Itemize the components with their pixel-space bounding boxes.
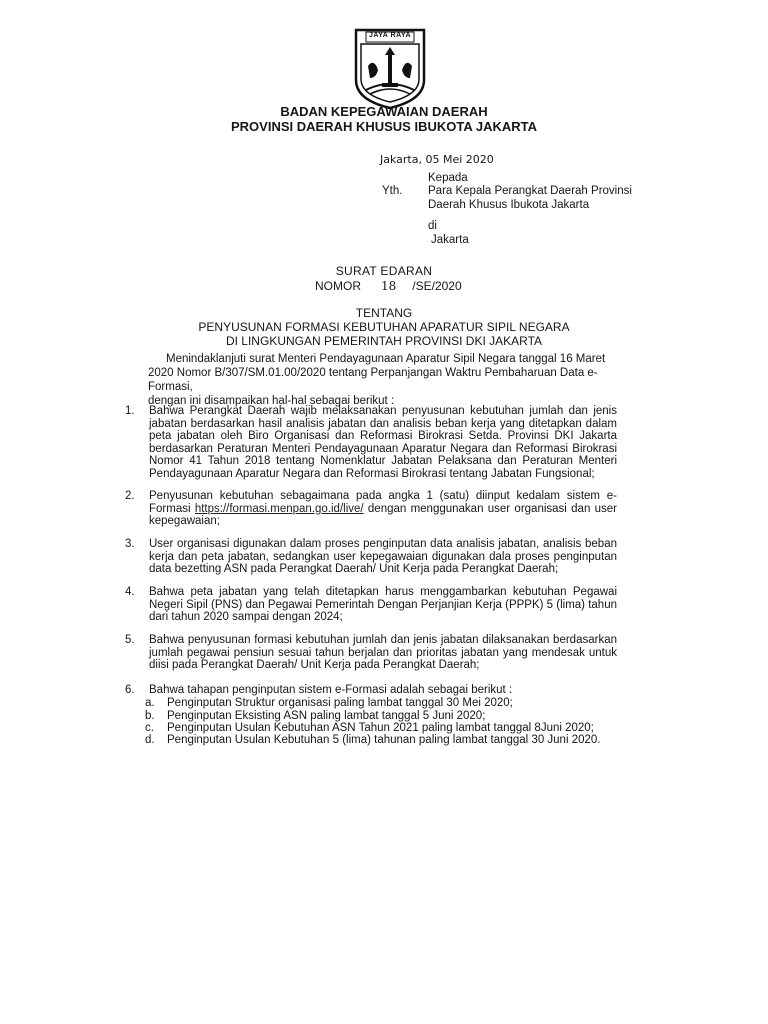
eformasi-link[interactable]: https://formasi.menpan.go.id/live/ <box>194 502 364 515</box>
list-item-number: 3. <box>125 538 135 550</box>
list-item-number: 1. <box>125 405 135 417</box>
recipient-line1: Para Kepala Perangkat Daerah Provinsi <box>428 185 632 197</box>
list-item-text: Bahwa penyusunan formasi kebutuhan jumlah dan jenis jabatan dilaksanakan berdasarkan jumlah pegawai pensiun sesuai tahun berjalan dan prioritas jabatan yang mendesak untuk diisi pada Perangkat Daerah/ Unit Kerja pada Perangkat Daerah; <box>149 634 617 671</box>
list-item-text <box>149 490 617 528</box>
nomor-value: 18 <box>381 279 397 293</box>
sub-item-letter: a. <box>145 697 155 709</box>
intro-line1: Menindaklanjuti surat Menteri Pendayagunaan Aparatur Sipil Negara tanggal 16 Maret <box>166 353 606 365</box>
crest-motto: JAYA RAYA <box>368 32 412 39</box>
list-item-text: Bahwa tahapan penginputan sistem e-Formasi adalah sebagai berikut : <box>149 684 513 696</box>
jakarta-crest-emblem <box>352 28 428 110</box>
list-item-text-after: dengan menggunakan user organisasi dan user kepegawaian; <box>149 502 618 527</box>
document-type: SURAT EDARAN <box>335 264 433 278</box>
crest-shield-icon <box>352 28 428 110</box>
sub-item-a <box>145 697 513 709</box>
org-name-line2: PROVINSI DAERAH KHUSUS IBUKOTA JAKARTA <box>231 119 537 134</box>
nomor-label: NOMOR <box>315 279 361 293</box>
sub-item-d <box>145 734 600 746</box>
nomor-suffix: /SE/2020 <box>412 279 462 293</box>
sub-item-text: Penginputan Usulan Kebutuhan ASN Tahun 2021 paling lambat tanggal 8Juni 2020; <box>167 722 594 734</box>
sub-item-c <box>145 722 594 734</box>
sub-item-text: Penginputan Struktur organisasi paling lambat tanggal 30 Mei 2020; <box>167 697 513 709</box>
recipient-salutation: Yth. <box>382 185 403 197</box>
intro-paragraph <box>148 352 618 408</box>
recipient-line2: Daerah Khusus Ibukota Jakarta <box>428 199 590 211</box>
list-item-text: Bahwa peta jabatan yang telah ditetapkan harus menggambarkan kebutuhan Pegawai Negeri Sipil (PNS) dan Pegawai Pemerintah Dengan Perjanjian Kerja (PPPK) 5 (lima) tahun dari tahun 2020 sampai dengan 2024; <box>149 586 617 623</box>
letter-date: Jakarta, 05 Mei 2020 <box>380 153 494 166</box>
org-name-line1: BADAN KEPEGAWAIAN DAERAH <box>280 104 488 119</box>
sub-item-text: Penginputan Usulan Kebutuhan 5 (lima) tahunan paling lambat tanggal 30 Juni 2020. <box>167 734 601 746</box>
recipient-heading: Kepada <box>428 172 468 184</box>
sub-item-b <box>145 710 485 722</box>
list-item-number: 5. <box>125 634 135 646</box>
sub-item-letter: c. <box>145 722 154 734</box>
list-item-number: 2. <box>125 490 135 502</box>
subject-heading: TENTANG <box>355 306 413 320</box>
list-item-text-before: Penyusunan kebutuhan sebagaimana pada angka 1 (satu) diinput kedalam sistem e-Formasi <box>149 490 617 515</box>
list-item-text: User organisasi digunakan dalam proses penginputan data analisis jabatan, analisis beban kerja dan peta jabatan, sedangkan user kepegawaian digunakan dala proses penginputan data bezetting ASN pada Perangkat Daerah/ Unit Kerja pada Perangkat Daerah; <box>149 538 617 575</box>
intro-line2: 2020 Nomor B/307/SM.01.00/2020 tentang Perpanjangan Waktru Pembaharuan Data e-Formasi, <box>148 367 598 393</box>
subject-line1: PENYUSUNAN FORMASI KEBUTUHAN APARATUR SIPIL NEGARA <box>198 320 570 334</box>
intro-line3: dengan ini disampaikan hal-hal sebagai berikut : <box>148 395 395 407</box>
sub-item-letter: b. <box>145 710 155 722</box>
recipient-city: Jakarta <box>431 234 469 246</box>
sub-item-letter: d. <box>145 734 155 746</box>
recipient-location-prefix: di <box>428 220 437 232</box>
list-item-number: 6. <box>125 684 135 696</box>
sub-item-text: Penginputan Eksisting ASN paling lambat tanggal 5 Juni 2020; <box>167 710 486 722</box>
list-item-number: 4. <box>125 586 135 598</box>
document-number <box>315 279 462 293</box>
list-item-text: Bahwa Perangkat Daerah wajib melaksanakan penyusunan kebutuhan jumlah dan jenis jabatan berdasarkan hasil analisis jabatan dan analisis beban kerja yang ditetapkan dalam peta jabatan oleh Biro Organisasi dan Reformasi Birokrasi Setda. Provinsi DKI Jakarta berdasarkan Peraturan Menteri Pendayagunaan Aparatur Negara dan Reformasi Birokrasi Nomor 41 Tahun 2018 tentang Nomenklatur Jabatan Pelaksana dan Peraturan Menteri Pendayagunaan Aparatur Negara dan Reformasi Birokrasi tentang Jabatan Fungsional; <box>149 405 617 480</box>
subject-line2: DI LINGKUNGAN PEMERINTAH PROVINSI DKI JAKARTA <box>225 334 543 348</box>
